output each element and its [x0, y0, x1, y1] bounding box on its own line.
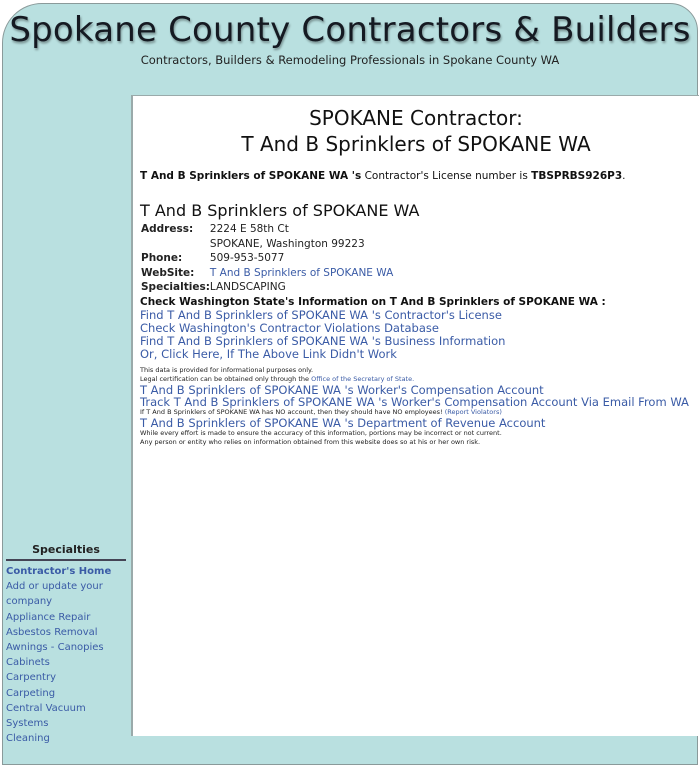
address-label: Address:	[141, 223, 194, 235]
sidebar-item-contractors-home[interactable]: Contractor's Home	[6, 566, 112, 577]
sidebar-item-appliance-repair[interactable]: Appliance Repair	[6, 611, 91, 623]
page-heading-line1: SPOKANE Contractor:	[309, 106, 523, 130]
page-heading	[133, 105, 699, 157]
check-state-heading: Check Washington State's Information on T And B Sprinklers of SPOKANE WA :	[140, 295, 606, 308]
sidebar-item-awnings-canopies[interactable]: Awnings - Canopies	[6, 642, 104, 654]
sidebar-list	[6, 564, 126, 746]
track-workers-comp-link[interactable]: Track T And B Sprinklers of SPOKANE WA 's Worker's Compensation Account Via Email From WA	[140, 394, 689, 409]
address-line1: 2224 E 58th Ct	[209, 223, 289, 235]
secretary-of-state-link[interactable]: Office of the Secretary of State.	[311, 374, 415, 383]
no-account-notice: If T And B Sprinklers of SPOKANE WA has NO account, then they should have NO employees! (Report Violators)	[140, 407, 502, 416]
phone-value: 509-953-5077	[209, 252, 285, 264]
state-links	[140, 309, 699, 361]
sidebar-title: Specialties	[6, 543, 126, 561]
report-violators-link[interactable]: (Report Violators)	[444, 407, 502, 416]
violations-database-link[interactable]: Check Washington's Contractor Violations Database	[140, 320, 439, 335]
website-label: WebSite:	[141, 266, 195, 279]
business-name: T And B Sprinklers of SPOKANE WA	[140, 201, 420, 220]
main-content	[131, 95, 699, 736]
sidebar-item-carpentry[interactable]: Carpentry	[6, 672, 57, 684]
site-subtitle: Contractors, Builders & Remodeling Professionals in Spokane County WA	[140, 53, 560, 67]
license-number: TBSPRBS926P3	[531, 170, 623, 182]
sidebar-item-carpeting[interactable]: Carpeting	[6, 687, 56, 699]
address-line2: SPOKANE, Washington 99223	[209, 237, 365, 250]
website-link[interactable]: T And B Sprinklers of SPOKANE WA	[209, 266, 394, 279]
license-statement: T And B Sprinklers of SPOKANE WA 's Contractor's License number is TBSPRBS926P3.	[140, 170, 626, 182]
business-details	[141, 222, 393, 295]
revenue-account-link[interactable]: T And B Sprinklers of SPOKANE WA 's Department of Revenue Account	[140, 415, 546, 430]
alternate-link[interactable]: Or, Click Here, If The Above Link Didn't Work	[140, 346, 397, 361]
specialties-value: LANDSCAPING	[209, 281, 286, 293]
specialties-label: Specialties:	[141, 281, 210, 293]
workers-comp-link[interactable]: T And B Sprinklers of SPOKANE WA 's Worker's Compensation Account	[140, 382, 544, 397]
sidebar-item-cleaning[interactable]: Cleaning	[6, 733, 50, 745]
page-heading-line2: T And B Sprinklers of SPOKANE WA	[241, 132, 591, 156]
sidebar-item-add-company[interactable]: Add or update your company	[6, 581, 103, 608]
disclaimer-certification: Legal certification can be obtained only through the Office of the Secretary of State.	[140, 374, 415, 383]
footer-disclaimer-accuracy: While every effort is made to ensure the accuracy of this information, portions may be incorrect or not current.	[140, 428, 502, 437]
business-information-link[interactable]: Find T And B Sprinklers of SPOKANE WA 's Business Information	[140, 333, 506, 348]
license-business-name: T And B Sprinklers of SPOKANE WA 's	[140, 170, 362, 182]
site-title: Spokane County Contractors & Builders	[9, 10, 691, 50]
license-text: Contractor's License number is	[361, 170, 532, 182]
sidebar-item-cabinets[interactable]: Cabinets	[6, 657, 50, 669]
phone-label: Phone:	[141, 252, 183, 264]
sidebar-item-central-vacuum[interactable]: Central Vacuum Systems	[6, 702, 86, 730]
sidebar-item-asbestos-removal[interactable]: Asbestos Removal	[6, 626, 98, 638]
disclaimer-info: This data is provided for informational purposes only.	[140, 365, 314, 374]
contractor-license-link[interactable]: Find T And B Sprinklers of SPOKANE WA 's Contractor's License	[140, 307, 502, 322]
footer-disclaimer-risk: Any person or entity who relies on information obtained from this website does so at his or her own risk.	[140, 437, 481, 446]
